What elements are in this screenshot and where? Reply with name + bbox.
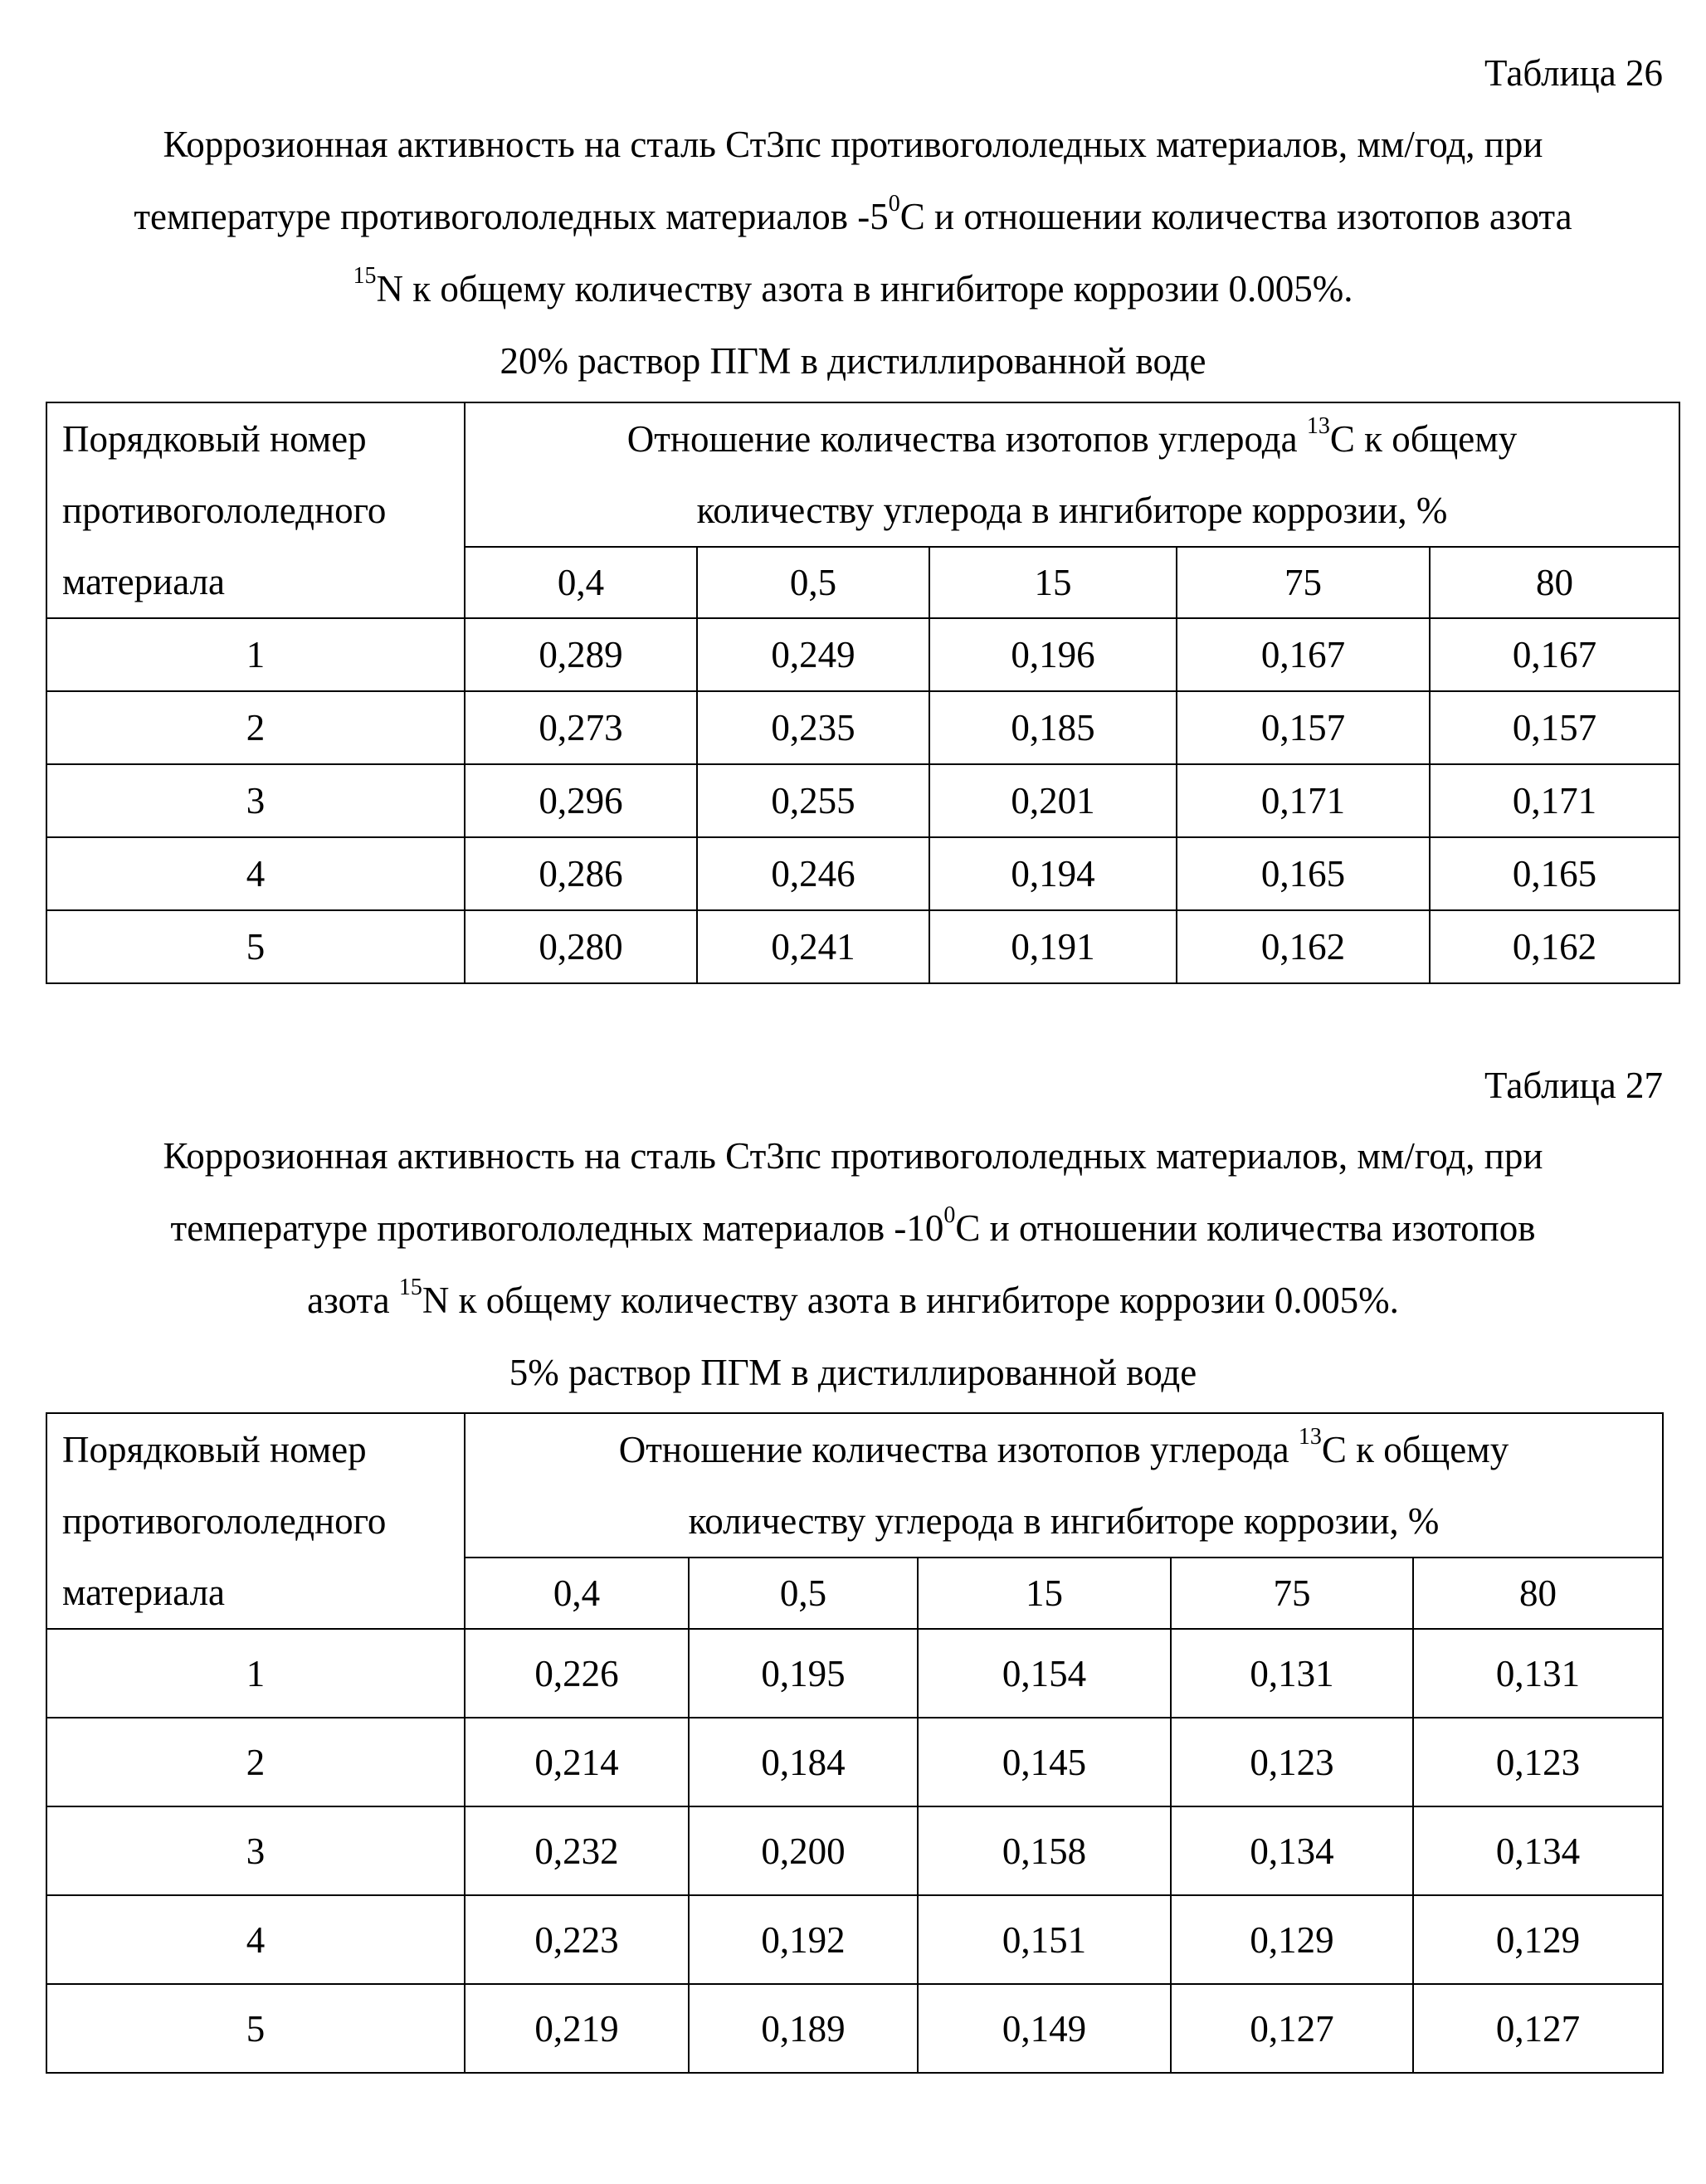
value-cell: 0,296 [465,764,697,837]
table-row [46,1718,1663,1806]
value-cell: 0,131 [1171,1629,1413,1718]
table-row [46,618,1679,691]
value-cell: 0,223 [465,1895,689,1984]
value-cell: 0,165 [1430,837,1679,910]
row-header-line: противогололедного [62,1500,387,1542]
table-row [46,691,1679,764]
table-row [46,1984,1663,2073]
value-cell: 0,129 [1171,1895,1413,1984]
caption-line: 20% раствор ПГМ в дистиллированной воде [500,340,1206,382]
column-header: 0,5 [697,547,929,618]
value-cell: 0,195 [689,1629,918,1718]
caption-text: температуре противогололедных материалов -5 [134,196,889,237]
caption-line [33,181,1673,253]
table-row [46,1895,1663,1984]
table-row [46,764,1679,837]
table-26-caption [33,109,1673,397]
superscript: 15 [398,1275,422,1300]
header-text: Отношение количества изотопов углерода [618,1429,1299,1470]
value-cell: 0,134 [1171,1806,1413,1895]
table-row [46,1629,1663,1718]
column-header: 80 [1430,547,1679,618]
value-cell: 0,158 [918,1806,1171,1895]
value-cell: 0,185 [929,691,1177,764]
value-cell: 0,289 [465,618,697,691]
row-header-line: Порядковый номер [62,418,367,460]
value-cell: 0,151 [918,1895,1171,1984]
column-header: 80 [1413,1558,1663,1629]
column-header: 15 [929,547,1177,618]
value-cell: 0,123 [1413,1718,1663,1806]
row-header-cell [46,402,465,618]
caption-text: С и отношении количества изотопов [955,1207,1536,1249]
value-cell: 0,214 [465,1718,689,1806]
value-cell: 0,171 [1430,764,1679,837]
value-cell: 0,134 [1413,1806,1663,1895]
column-header-line [465,403,1679,475]
column-header: 15 [918,1558,1171,1629]
value-cell: 0,235 [697,691,929,764]
column-header: 75 [1177,547,1430,618]
value-cell: 0,127 [1413,1984,1663,2073]
superscript: 13 [1306,413,1330,439]
value-cell: 0,194 [929,837,1177,910]
column-header: 75 [1171,1558,1413,1629]
value-cell: 0,129 [1413,1895,1663,1984]
row-number: 4 [46,837,465,910]
column-header-line: количеству углерода в ингибиторе коррозии, % [688,1500,1440,1542]
table-26-label: Таблица 26 [1484,52,1663,94]
table-26 [46,402,1680,984]
value-cell: 0,192 [689,1895,918,1984]
value-cell: 0,157 [1177,691,1430,764]
caption-line [33,1265,1673,1337]
value-cell: 0,171 [1177,764,1430,837]
value-cell: 0,167 [1177,618,1430,691]
superscript: 0 [943,1202,956,1228]
header-row [46,402,1679,547]
caption-line [33,253,1673,325]
table-row [46,1806,1663,1895]
value-cell: 0,149 [918,1984,1171,2073]
value-cell: 0,196 [929,618,1177,691]
value-cell: 0,157 [1430,691,1679,764]
row-number: 5 [46,910,465,983]
row-number: 4 [46,1895,465,1984]
caption-line: Коррозионная активность на сталь Ст3пс противогололедных материалов, мм/год, при [163,124,1543,165]
row-number: 3 [46,1806,465,1895]
column-header: 0,4 [465,547,697,618]
row-number: 2 [46,1718,465,1806]
caption-line: Коррозионная активность на сталь Ст3пс противогололедных материалов, мм/год, при [163,1135,1543,1177]
table-row [46,837,1679,910]
value-cell: 0,241 [697,910,929,983]
caption-text: азота [307,1280,399,1321]
value-cell: 0,154 [918,1629,1171,1718]
value-cell: 0,165 [1177,837,1430,910]
row-header-line: Порядковый номер [62,1429,367,1470]
value-cell: 0,255 [697,764,929,837]
row-number: 1 [46,618,465,691]
caption-text: С и отношении количества изотопов азота [899,196,1572,237]
row-header-line: материала [62,561,225,602]
superscript: 0 [888,191,900,217]
header-text: С к общему [1329,418,1518,460]
table-27-label: Таблица 27 [1484,1065,1663,1106]
value-cell: 0,200 [689,1806,918,1895]
value-cell: 0,127 [1171,1984,1413,2073]
header-text: С к общему [1321,1429,1509,1470]
value-cell: 0,131 [1413,1629,1663,1718]
value-cell: 0,162 [1430,910,1679,983]
value-cell: 0,226 [465,1629,689,1718]
caption-line: 5% раствор ПГМ в дистиллированной воде [509,1352,1197,1393]
column-header: 0,5 [689,1558,918,1629]
caption-text: N к общему количеству азота в ингибиторе коррозии 0.005%. [422,1280,1399,1321]
value-cell: 0,273 [465,691,697,764]
value-cell: 0,286 [465,837,697,910]
value-cell: 0,246 [697,837,929,910]
table-27-caption [33,1120,1673,1409]
row-number: 2 [46,691,465,764]
value-cell: 0,189 [689,1984,918,2073]
header-text: Отношение количества изотопов углерода [626,418,1307,460]
caption-text: температуре противогололедных материалов -10 [170,1207,944,1249]
column-header-line [465,1414,1662,1485]
value-cell: 0,280 [465,910,697,983]
row-header-cell [46,1413,465,1629]
row-header-line: противогололедного [62,490,387,531]
column-group-header [465,402,1679,547]
superscript: 15 [353,263,377,289]
column-header: 0,4 [465,1558,689,1629]
column-header-line: количеству углерода в ингибиторе коррозии, % [696,490,1448,531]
table-27 [46,1412,1664,2074]
caption-text: N к общему количеству азота в ингибиторе коррозии 0.005%. [376,268,1353,310]
value-cell: 0,184 [689,1718,918,1806]
value-cell: 0,219 [465,1984,689,2073]
caption-line [33,1192,1673,1265]
value-cell: 0,201 [929,764,1177,837]
value-cell: 0,167 [1430,618,1679,691]
row-number: 5 [46,1984,465,2073]
table-row [46,910,1679,983]
row-number: 1 [46,1629,465,1718]
header-row [46,1413,1663,1558]
row-number: 3 [46,764,465,837]
value-cell: 0,145 [918,1718,1171,1806]
value-cell: 0,123 [1171,1718,1413,1806]
row-header-line: материала [62,1572,225,1613]
value-cell: 0,162 [1177,910,1430,983]
column-group-header [465,1413,1663,1558]
superscript: 13 [1298,1424,1322,1450]
value-cell: 0,191 [929,910,1177,983]
value-cell: 0,232 [465,1806,689,1895]
value-cell: 0,249 [697,618,929,691]
